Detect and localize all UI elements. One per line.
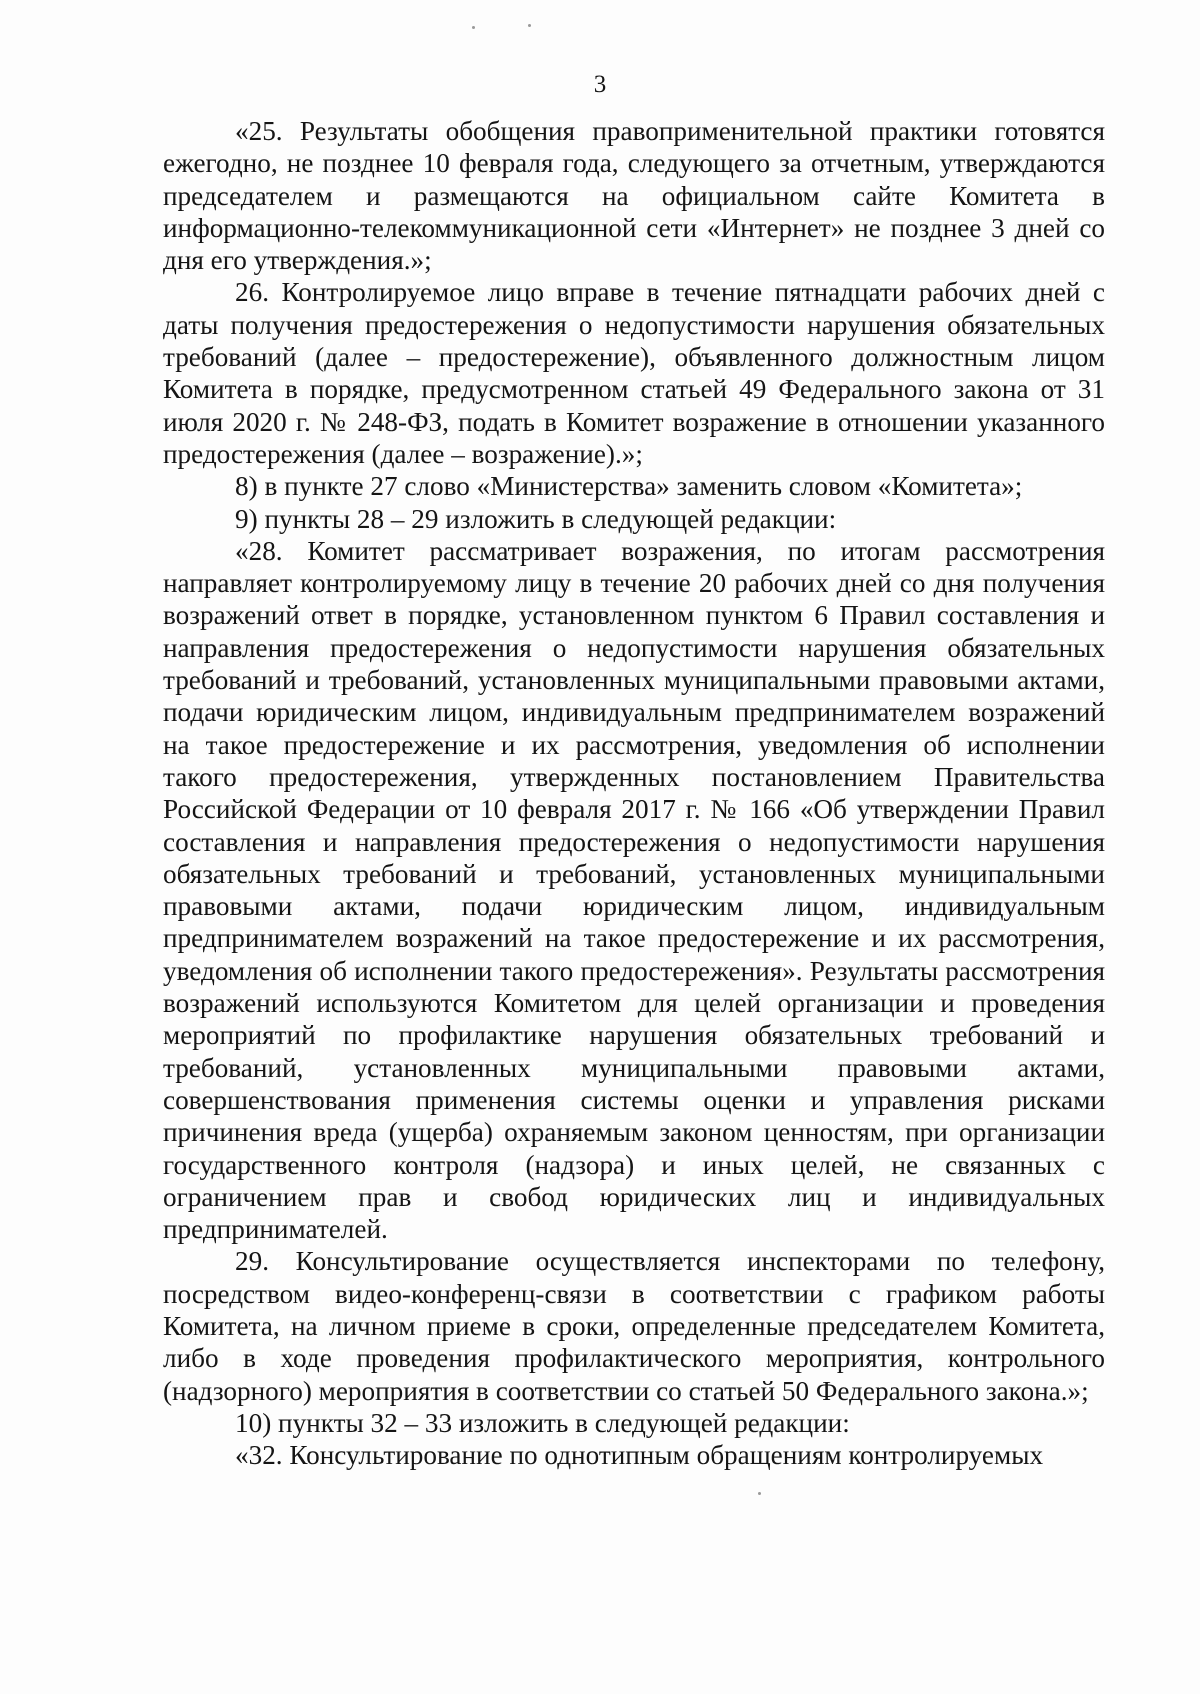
scan-speck: [472, 26, 475, 29]
document-body: [163, 115, 1105, 1471]
paragraph-item-25: «25. Результаты обобщения правоприменительной практики готовятся ежегодно, не позднее 10 февраля года, следующего за отчетным, утверждаются председателем и размещаются на официальном сайте Комитета в информационно-телекоммуникационной сети «Интернет» не позднее 3 дней со дня его утверждения.»;: [163, 116, 1105, 276]
paragraph-subitem-8: 8) в пункте 27 слово «Министерства» заменить словом «Комитета»;: [235, 471, 1023, 502]
scan-speck: [528, 24, 531, 27]
paragraph-item-29: 29. Консультирование осуществляется инспекторами по телефону, посредством видео-конференц-связи в соответствии с графиком работы Комитета, на личном приеме в сроки, определенные председателем Комитета, либо в ходе проведения профилактического мероприятия, контрольного (надзорного) мероприятия в соответствии со статьей 50 Федерального закона.»;: [163, 1246, 1105, 1406]
paragraph-item-28: «28. Комитет рассматривает возражения, по итогам рассмотрения направляет контролируемому лицу в течение 20 рабочих дней со дня получения возражений ответ в порядке, установленном пунктом 6 Правил составления и направления предостережения о недопустимости нарушения обязательных требований и требований, установленных муниципальными правовыми актами, подачи юридическим лицом, индивидуальным предпринимателем возражений на такое предостережение и их рассмотрения, уведомления об исполнении такого предостережения, утвержденных постановлением Правительства Российской Федерации от 10 февраля 2017 г. № 166 «Об утверждении Правил составления и направления предостережения о недопустимости нарушения обязательных требований и требований, установленных муниципальными правовыми актами, подачи юридическим лицом, индивидуальным предпринимателем возражений на такое предостережение и их рассмотрения, уведомления об исполнении такого предостережения». Результаты рассмотрения возражений используются Комитетом для целей организации и проведения мероприятий по профилактике нарушения обязательных требований и требований, установленных муниципальными правовыми актами, совершенствования применения системы оценки и управления рисками причинения вреда (ущерба) охраняемым законом ценностям, при организации государственного контроля (надзора) и иных целей, не связанных с ограничением прав и свобод юридических лиц и индивидуальных предпринимателей.: [163, 535, 1105, 1245]
paragraph-subitem-9: 9) пункты 28 – 29 изложить в следующей редакции:: [235, 503, 837, 534]
paragraph-subitem-10: 10) пункты 32 – 33 изложить в следующей редакции:: [235, 1407, 850, 1438]
scan-speck: [758, 1492, 761, 1495]
paragraph-item-32: «32. Консультирование по однотипным обращениям контролируемых: [235, 1440, 1044, 1471]
page-number: 3: [593, 71, 607, 98]
paragraph-item-26: 26. Контролируемое лицо вправе в течение пятнадцати рабочих дней с даты получения предостережения о недопустимости нарушения обязательных требований (далее – предостережение), объявленного должностным лицом Комитета в порядке, предусмотренном статьей 49 Федерального закона от 31 июля 2020 г. № 248-ФЗ, подать в Комитет возражение в отношении указанного предостережения (далее – возражение).»;: [163, 277, 1105, 469]
